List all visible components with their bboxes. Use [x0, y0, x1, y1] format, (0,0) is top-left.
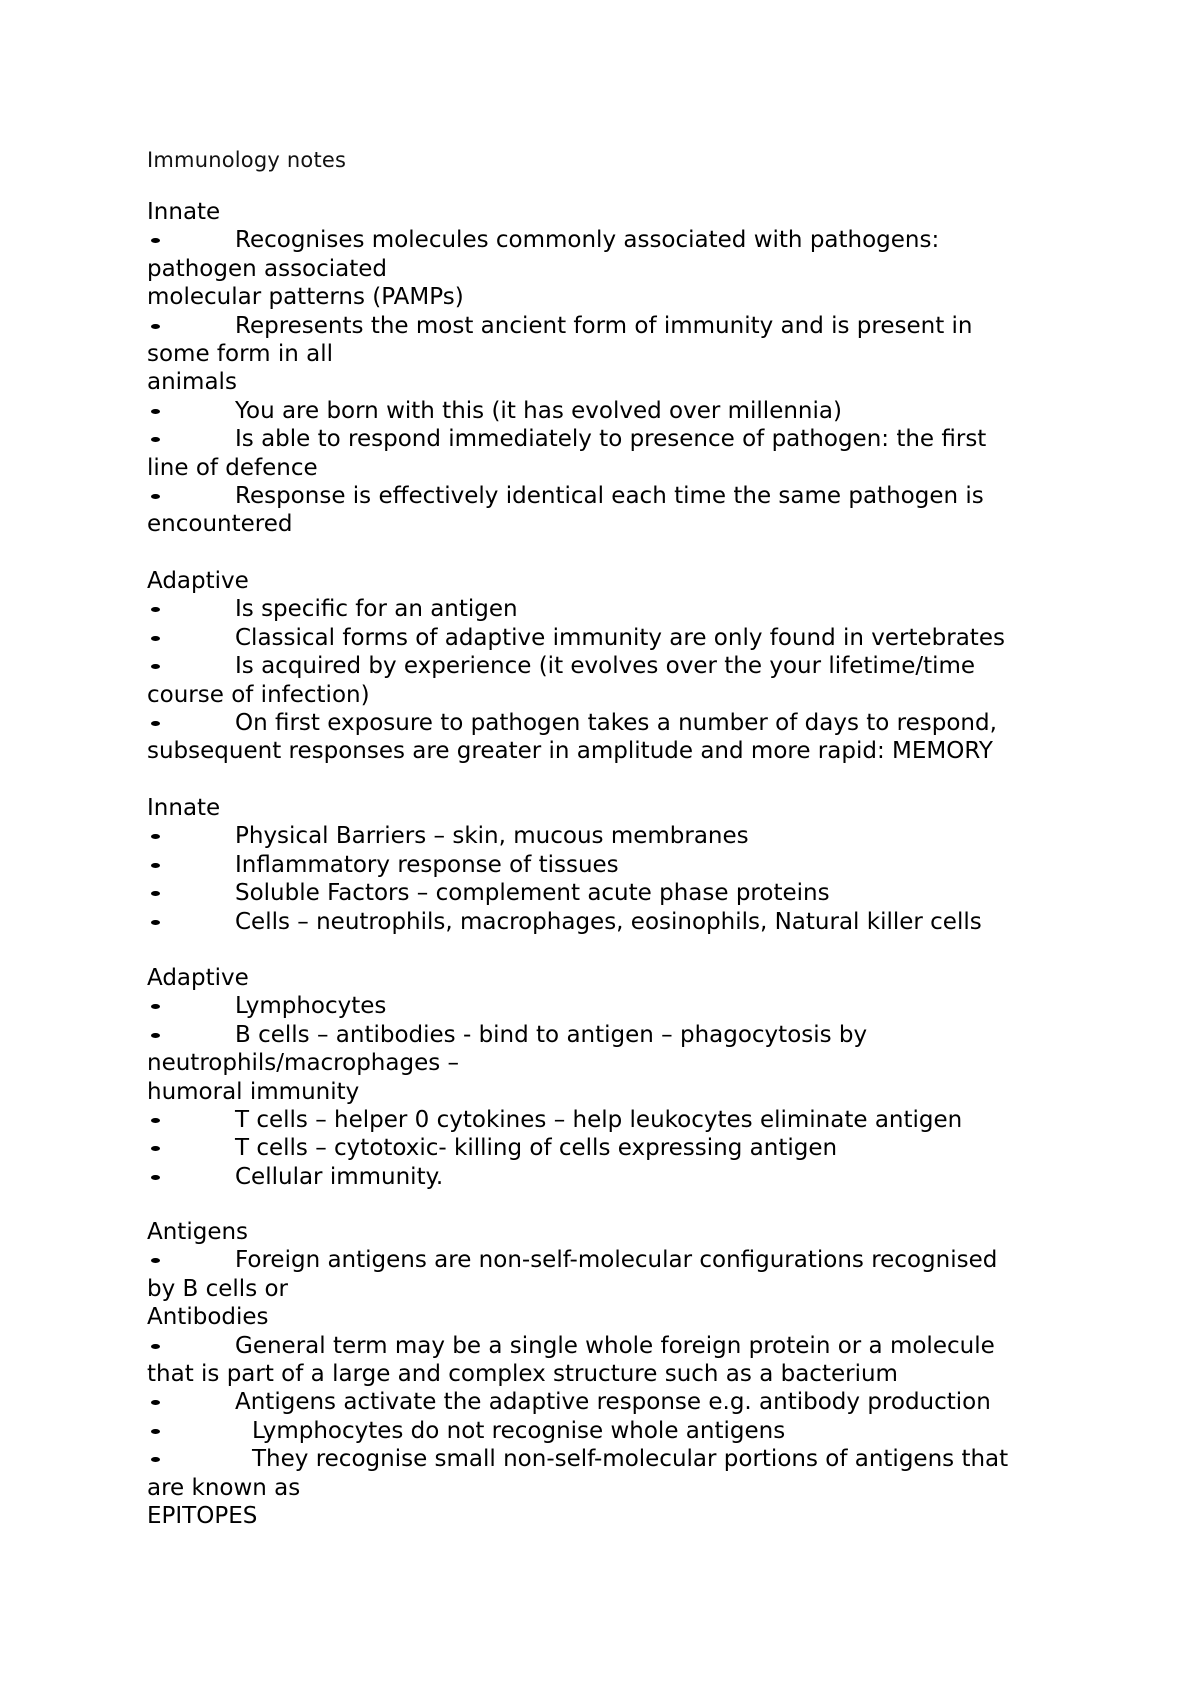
bullet-item [147, 1332, 1067, 1360]
section-heading: Antigens [147, 1219, 249, 1245]
bullet-item [147, 1134, 1067, 1162]
bullet-item [147, 595, 1067, 623]
bullet-item [147, 1388, 1067, 1416]
bullet-text: Response is effectively identical each time the same pathogen is [235, 482, 984, 509]
bullet-text: B cells – antibodies - bind to antigen – phagocytosis by [235, 1021, 868, 1048]
section-adaptive-properties [147, 567, 1067, 766]
bullet-icon [147, 1332, 235, 1360]
bullet-icon [147, 822, 235, 850]
section-heading: Adaptive [147, 965, 249, 991]
bullet-text: T cells – cytotoxic- killing of cells expressing antigen [235, 1135, 838, 1162]
continuation-line: are known as [147, 1474, 301, 1501]
bullet-item [147, 822, 1067, 850]
continuation-line: humoral immunity [147, 1078, 360, 1105]
continuation-line: some form in all [147, 340, 334, 367]
bullet-icon [147, 1021, 235, 1049]
bullet-text: Classical forms of adaptive immunity are only found in vertebrates [235, 624, 1005, 651]
bullet-text: Inflammatory response of tissues [235, 851, 619, 878]
bullet-text: T cells – helper 0 cytokines – help leukocytes eliminate antigen [235, 1106, 963, 1133]
section-innate-properties [147, 198, 1067, 539]
bullet-icon [147, 1388, 235, 1416]
continuation-line: pathogen associated [147, 255, 388, 282]
bullet-icon [147, 397, 235, 425]
bullet-icon [147, 992, 235, 1020]
bullet-text: Lymphocytes [235, 993, 387, 1020]
bullet-text: Physical Barriers – skin, mucous membranes [235, 823, 749, 850]
bullet-text: Is acquired by experience (it evolves over the your lifetime/time [235, 653, 976, 680]
bullet-item [147, 397, 1067, 425]
continuation-line: molecular patterns (PAMPs) [147, 284, 464, 311]
bullet-text: You are born with this (it has evolved over millennia) [235, 397, 842, 424]
section-innate-components [147, 794, 1067, 936]
bullet-icon [147, 879, 235, 907]
section-adaptive-components [147, 964, 1067, 1191]
bullet-text: Is able to respond immediately to presence of pathogen: the first [235, 426, 987, 453]
bullet-item [147, 1417, 1067, 1445]
bullet-item [147, 1163, 1067, 1191]
bullet-item [147, 908, 1067, 936]
continuation-line: neutrophils/macrophages – [147, 1050, 460, 1077]
bullet-icon [147, 425, 235, 453]
bullet-text: Represents the most ancient form of immunity and is present in [235, 312, 973, 339]
bullet-item [147, 1021, 1067, 1049]
continuation-line: animals [147, 369, 237, 396]
bullet-icon [147, 908, 235, 936]
document-title: Immunology notes [147, 148, 347, 172]
section-antigens [147, 1218, 1067, 1530]
continuation-line: line of defence [147, 454, 318, 481]
bullet-icon [147, 1106, 235, 1134]
bullet-text: Is specific for an antigen [235, 596, 518, 623]
bullet-item [147, 851, 1067, 879]
bullet-item [147, 1246, 1067, 1274]
bullet-item [147, 992, 1067, 1020]
bullet-text: Cells – neutrophils, macrophages, eosinophils, Natural killer cells [235, 908, 982, 935]
section-heading: Adaptive [147, 568, 249, 594]
bullet-icon [147, 709, 235, 737]
bullet-icon [147, 652, 235, 680]
continuation-line: EPITOPES [147, 1502, 258, 1529]
continuation-line: by B cells or [147, 1275, 289, 1302]
bullet-item [147, 1445, 1067, 1473]
bullet-icon [147, 1445, 252, 1473]
bullet-item [147, 709, 1067, 737]
bullet-icon [147, 851, 235, 879]
section-heading: Innate [147, 199, 221, 225]
continuation-line: that is part of a large and complex structure such as a bacterium [147, 1360, 898, 1387]
bullet-text: Recognises molecules commonly associated with pathogens: [235, 227, 940, 254]
bullet-item [147, 1106, 1067, 1134]
continuation-line: encountered [147, 511, 293, 538]
bullet-text: General term may be a single whole foreign protein or a molecule [235, 1332, 995, 1359]
bullet-item [147, 226, 1067, 254]
bullet-icon [147, 312, 235, 340]
continuation-line: Antibodies [147, 1304, 269, 1331]
bullet-text: Antigens activate the adaptive response e.g. antibody production [235, 1389, 991, 1416]
bullet-item [147, 624, 1067, 652]
bullet-icon [147, 482, 235, 510]
bullet-item [147, 879, 1067, 907]
bullet-icon [147, 226, 235, 254]
bullet-text: Foreign antigens are non-self-molecular configurations recognised [235, 1247, 998, 1274]
bullet-icon [147, 1246, 235, 1274]
bullet-item [147, 652, 1067, 680]
section-heading: Innate [147, 795, 221, 821]
continuation-line: subsequent responses are greater in amplitude and more rapid: MEMORY [147, 738, 993, 765]
bullet-icon [147, 624, 235, 652]
bullet-text: Soluble Factors – complement acute phase proteins [235, 880, 830, 907]
bullet-text: Cellular immunity. [235, 1163, 444, 1190]
bullet-text: On first exposure to pathogen takes a number of days to respond, [235, 709, 997, 736]
bullet-text: Lymphocytes do not recognise whole antigens [252, 1417, 786, 1444]
bullet-text: They recognise small non-self-molecular portions of antigens that [252, 1446, 1009, 1473]
bullet-item [147, 482, 1067, 510]
bullet-icon [147, 595, 235, 623]
continuation-line: course of infection) [147, 681, 370, 708]
bullet-icon [147, 1417, 252, 1445]
bullet-item [147, 425, 1067, 453]
bullet-icon [147, 1163, 235, 1191]
bullet-item [147, 312, 1067, 340]
bullet-icon [147, 1134, 235, 1162]
